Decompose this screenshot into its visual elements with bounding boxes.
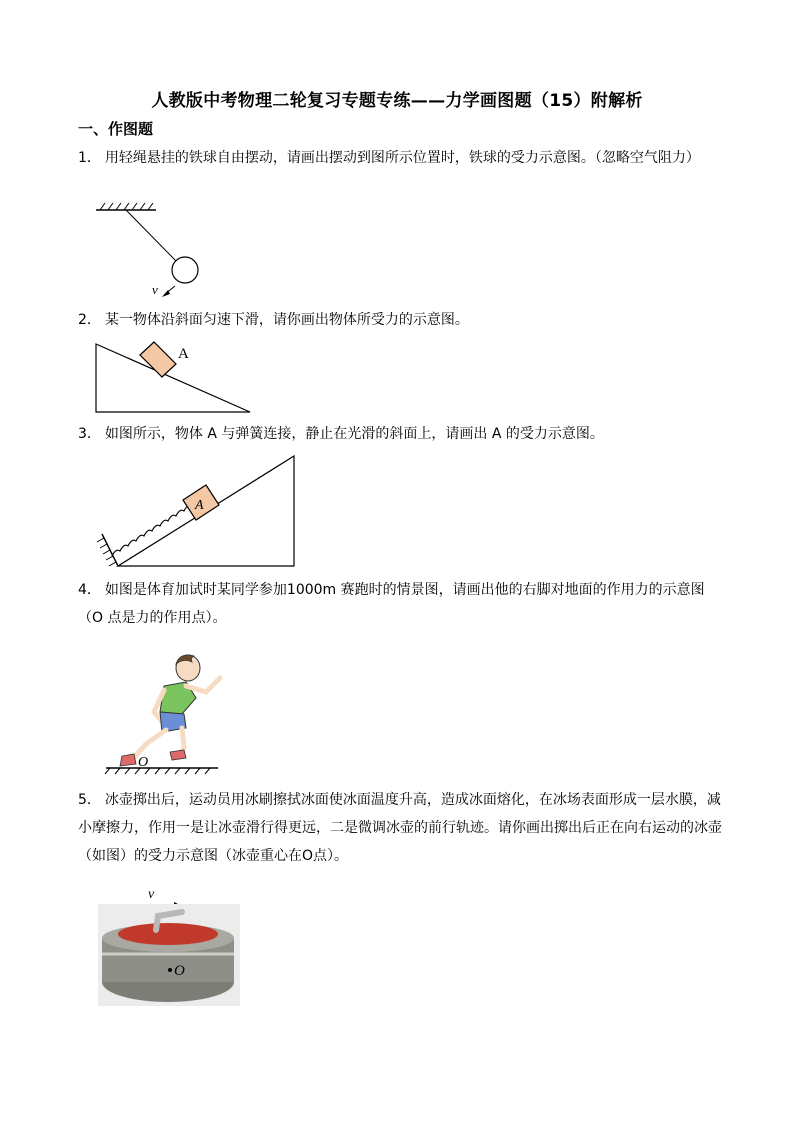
question-5 xyxy=(78,786,726,870)
curling-figure xyxy=(96,884,242,1008)
section-heading: 一、作图题 xyxy=(78,120,154,138)
question-4 xyxy=(78,576,726,632)
center-of-gravity xyxy=(168,968,172,972)
question-text: 冰壶掷出后，运动员用冰刷擦拭冰面使冰面温度升高，造成冰面熔化，在冰场表面形成一层水膜，减小摩擦力，作用一是让冰壶滑行得更远，二是微调冰壶的前行轨迹。请你画出掷出后正在向右运动的冰壶（如图）的受力示意图（冰壶重心在O点）。 xyxy=(78,792,722,864)
incline-1 xyxy=(96,344,250,412)
question-2 xyxy=(78,306,726,334)
question-text: 如图所示，物体 A 与弹簧连接，静止在光滑的斜面上，请画出 A 的受力示意图。 xyxy=(104,426,604,442)
question-number: 1． xyxy=(78,150,101,166)
question-number: 3． xyxy=(78,426,101,442)
point-o-label: O xyxy=(138,755,149,770)
point-o-label: O xyxy=(174,963,185,979)
question-number: 4． xyxy=(78,582,101,598)
question-number: 5． xyxy=(78,792,101,808)
page-title: 人教版中考物理二轮复习专题专练——力学画图题（15）附解析 xyxy=(151,91,643,111)
question-text: 用轻绳悬挂的铁球自由摆动，请画出摆动到图所示位置时，铁球的受力示意图。（忽略空气阻力） xyxy=(104,150,700,166)
question-1 xyxy=(78,144,726,172)
block-label: A xyxy=(195,498,204,513)
ground-hatching xyxy=(105,768,210,774)
question-number: 2． xyxy=(78,312,101,328)
velocity-label: v xyxy=(152,282,158,297)
question-text: 某一物体沿斜面匀速下滑，请你画出物体所受力的示意图。 xyxy=(104,312,469,328)
ceiling-hatching xyxy=(100,203,153,210)
iron-ball xyxy=(172,257,198,283)
velocity-label: v xyxy=(148,887,155,902)
handle-base xyxy=(118,923,218,945)
pendulum-rope xyxy=(126,210,177,262)
question-text: 如图是体育加试时某同学参加1000m 赛跑时的情景图，请画出他的右脚对地面的作用力的示意图（O 点是力的作用点）。 xyxy=(78,582,705,626)
question-3 xyxy=(78,420,726,448)
block-label: A xyxy=(178,346,189,362)
incline-figure-2 xyxy=(96,452,302,572)
incline-figure-1 xyxy=(92,338,262,418)
runner-figure xyxy=(102,652,232,776)
pendulum-figure xyxy=(92,200,212,304)
runner xyxy=(120,655,220,766)
